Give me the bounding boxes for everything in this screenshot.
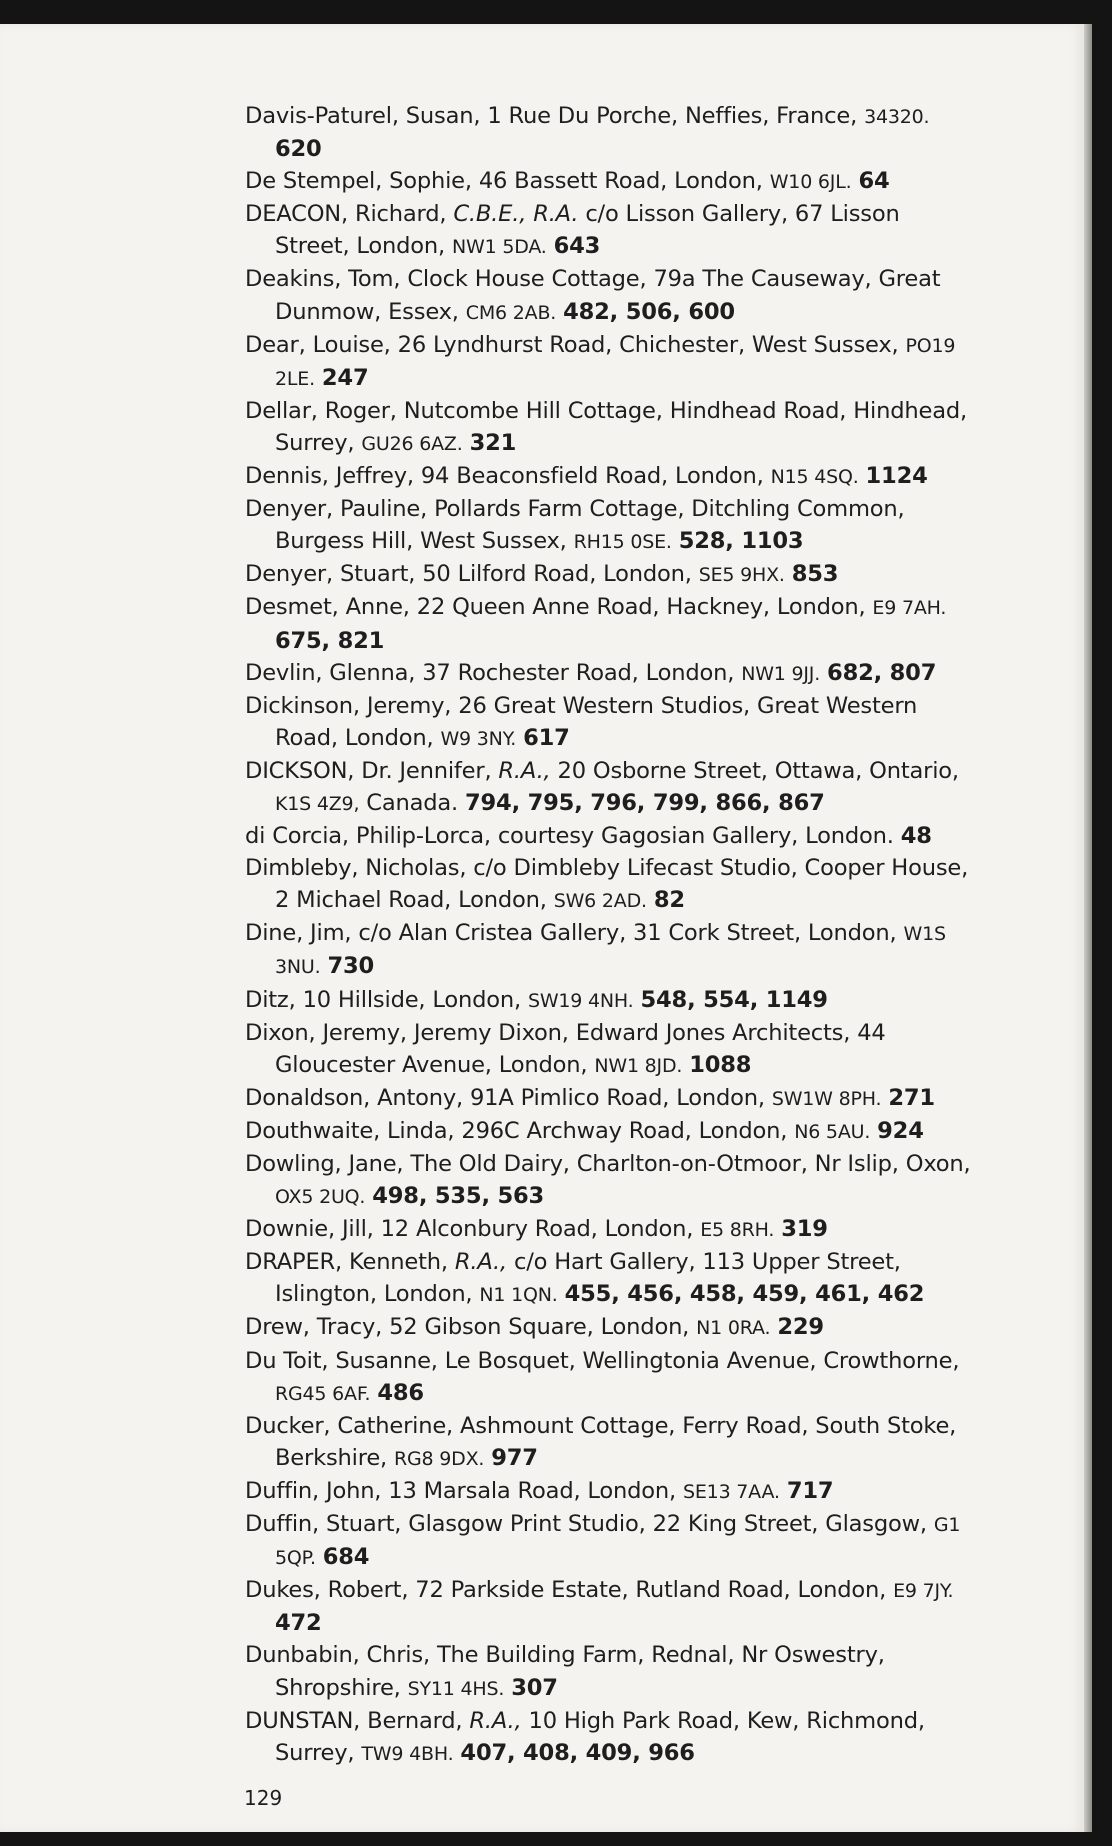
entry-name: Douthwaite, Linda, — [245, 1117, 455, 1144]
index-entry — [245, 460, 977, 493]
entry-address: 46 Bassett Road, London, — [478, 168, 763, 195]
entry-name: Dowling, Jane, — [245, 1151, 404, 1177]
entry-catalogue-numbers: 82 — [653, 887, 685, 914]
entry-address: 13 Marsala Road, London, — [388, 1477, 677, 1504]
index-entry — [245, 657, 977, 690]
entry-name: DEACON, Richard, — [245, 201, 447, 228]
entry-honours: R.A., — [454, 1249, 507, 1276]
entry-postcode: N1 1QN. — [479, 1284, 558, 1307]
entry-address: 10 Hillside, London, — [302, 986, 521, 1013]
entry-catalogue-numbers: 924 — [877, 1117, 924, 1144]
entry-name: Duffin, John, — [245, 1477, 382, 1504]
index-entry — [245, 1082, 977, 1115]
entry-catalogue-numbers: 64 — [858, 168, 890, 195]
entry-catalogue-numbers: 472 — [275, 1610, 322, 1637]
entry-address: c/o Lisson Gallery, 67 Lisson Street, London, — [275, 201, 900, 260]
entry-address: c/o Alan Cristea Gallery, 31 Cork Street, London, — [358, 920, 897, 947]
entry-postcode: K1S 4Z9, — [275, 792, 360, 815]
entry-address: 37 Rochester Road, London, — [422, 659, 735, 686]
entry-name: Donaldson, Antony, — [245, 1084, 464, 1111]
index-entry — [245, 917, 977, 983]
entry-name: Drew, Tracy, — [245, 1314, 383, 1341]
entry-postcode: SY11 4HS. — [407, 1677, 505, 1700]
index-entry — [245, 1115, 977, 1148]
entry-address: The Building Farm, Rednal, Nr Oswestry, Shropshire, — [275, 1642, 885, 1701]
entry-postcode: NW1 8JD. — [594, 1054, 683, 1077]
index-entry — [245, 263, 977, 328]
entry-postcode: OX5 2UQ. — [275, 1186, 366, 1209]
entry-postcode: W10 6JL. — [769, 171, 852, 194]
entry-postcode: TW9 4BH. — [361, 1742, 454, 1765]
index-entry — [245, 1213, 977, 1246]
entry-address: 22 Queen Anne Road, Hackney, London, — [416, 594, 866, 621]
entry-name: Davis-Paturel, Susan, — [245, 103, 481, 129]
entry-address: 72 Parkside Estate, Rutland Road, London, — [415, 1577, 887, 1604]
entry-name: Dine, Jim, — [245, 920, 352, 947]
entry-address: c/o Hart Gallery, 113 Upper Street, Islington, London, — [275, 1249, 901, 1308]
entry-postcode: SW1W 8PH. — [771, 1087, 882, 1110]
entry-address: 26 Great Western Studios, Great Western Road, London, — [275, 692, 918, 751]
entry-catalogue-numbers: 482, 506, 600 — [563, 298, 735, 325]
entry-name: Dellar, Roger, — [245, 397, 397, 424]
index-entry — [245, 1508, 977, 1574]
index-entry — [245, 1475, 977, 1508]
page-edge — [1084, 24, 1092, 1832]
index-entry — [245, 1246, 977, 1311]
entry-catalogue-numbers: 319 — [781, 1216, 828, 1243]
entry-address: Le Bosquet, Wellingtonia Avenue, Crowthorne, — [444, 1347, 960, 1374]
index-entries — [245, 100, 977, 1770]
index-entry — [245, 591, 977, 656]
entry-catalogue-numbers: 486 — [377, 1379, 424, 1406]
entry-postcode: SW6 2AD. — [553, 890, 647, 913]
entry-postcode: RG45 6AF. — [275, 1382, 371, 1405]
index-entry — [245, 820, 977, 852]
entry-catalogue-numbers: 229 — [777, 1314, 824, 1341]
entry-postcode: SE5 9HX. — [698, 564, 785, 587]
entry-name: Devlin, Glenna, — [245, 659, 416, 686]
entry-address: 10 High Park Road, Kew, Richmond, Surrey, — [275, 1707, 925, 1766]
index-entry — [245, 558, 977, 591]
entry-catalogue-numbers: 498, 535, 563 — [372, 1183, 545, 1210]
index-entry — [245, 984, 977, 1017]
entry-postcode: W9 3NY. — [440, 727, 517, 750]
entry-catalogue-numbers: 977 — [491, 1444, 538, 1471]
entry-catalogue-numbers: 548, 554, 1149 — [640, 986, 828, 1013]
entry-honours: R.A., — [469, 1707, 522, 1734]
entry-address: c/o Dimbleby Lifecast Studio, Cooper House, 2 Michael Road, London, — [275, 855, 969, 914]
page-number: 129 — [244, 1786, 283, 1810]
index-entry — [245, 1017, 977, 1082]
entry-catalogue-numbers: 617 — [523, 724, 570, 751]
entry-catalogue-numbers: 730 — [327, 953, 374, 980]
entry-postcode: GU26 6AZ. — [361, 432, 463, 455]
entry-name: Denyer, Stuart, — [245, 561, 416, 588]
entry-catalogue-numbers: 407, 408, 409, 966 — [460, 1739, 695, 1766]
entry-catalogue-numbers: 1124 — [865, 463, 928, 490]
index-entry — [245, 395, 977, 460]
entry-catalogue-numbers: 1088 — [689, 1051, 752, 1078]
entry-address: 20 Osborne Street, Ottawa, Ontario, — [557, 757, 959, 784]
index-entry — [245, 1639, 977, 1704]
entry-address: Pollards Farm Cottage, Ditchling Common, Burgess Hill, West Sussex, — [275, 496, 905, 555]
entry-address-continued: Canada. — [366, 789, 459, 816]
entry-name: Dixon, Jeremy, — [245, 1019, 407, 1046]
entry-address: 94 Beaconsfield Road, London, — [420, 463, 764, 490]
entry-catalogue-numbers: 528, 1103 — [678, 528, 804, 555]
entry-postcode: E5 8RH. — [700, 1219, 775, 1242]
entry-address: 50 Lilford Road, London, — [422, 561, 692, 588]
entry-address: Glasgow Print Studio, 22 King Street, Glasgow, — [408, 1511, 927, 1538]
entry-postcode: N6 5AU. — [794, 1120, 871, 1143]
entry-address: Ashmount Cottage, Ferry Road, South Stoke, Berkshire, — [275, 1412, 957, 1471]
entry-catalogue-numbers: 620 — [275, 136, 322, 163]
entry-name: DICKSON, Dr. Jennifer, — [245, 757, 492, 784]
entry-name: Denyer, Pauline, — [245, 496, 428, 523]
entry-name: Dukes, Robert, — [245, 1577, 409, 1604]
entry-name: Ducker, Catherine, — [245, 1412, 454, 1439]
index-entry — [245, 1410, 977, 1475]
entry-postcode: N15 4SQ. — [770, 466, 859, 489]
entry-name: Du Toit, Susanne, — [245, 1347, 438, 1374]
entry-catalogue-numbers: 853 — [791, 561, 839, 588]
entry-name: Duffin, Stuart, — [245, 1511, 402, 1538]
entry-catalogue-numbers: 684 — [322, 1544, 370, 1571]
entry-address: The Old Dairy, Charlton-on-Otmoor, Nr Islip, Oxon, — [410, 1151, 971, 1177]
entry-name: Ditz, — [245, 986, 296, 1013]
entry-catalogue-numbers: 307 — [511, 1674, 558, 1701]
entry-postcode: W1S 3NU. — [275, 923, 946, 979]
entry-address: Jeremy Dixon, Edward Jones Architects, 44 Gloucester Avenue, London, — [275, 1019, 886, 1078]
entry-catalogue-numbers: 247 — [321, 364, 369, 391]
entry-postcode: N1 0RA. — [696, 1317, 771, 1340]
entry-postcode: SW19 4NH. — [527, 989, 634, 1012]
entry-catalogue-numbers: 675, 821 — [275, 627, 385, 654]
index-entry — [245, 1148, 977, 1213]
entry-name: di Corcia, Philip-Lorca, — [245, 823, 491, 850]
entry-catalogue-numbers: 717 — [786, 1477, 834, 1504]
entry-address: 91A Pimlico Road, London, — [470, 1084, 765, 1111]
entry-postcode: 34320. — [864, 106, 930, 128]
entry-address: Clock House Cottage, 79a The Causeway, Great Dunmow, Essex, — [275, 266, 941, 325]
entry-postcode: E9 7AH. — [872, 597, 947, 620]
entry-address: courtesy Gagosian Gallery, London. — [497, 823, 894, 850]
entry-postcode: G1 5QP. — [275, 1514, 961, 1570]
index-entry — [245, 1705, 977, 1770]
entry-name: Dunbabin, Chris, — [245, 1642, 430, 1669]
entry-name: Dear, Louise, — [245, 331, 391, 358]
entry-name: Desmet, Anne, — [245, 594, 410, 621]
entry-name: DRAPER, Kenneth, — [245, 1249, 448, 1276]
index-entry — [245, 1311, 977, 1344]
entry-postcode: RH15 0SE. — [573, 531, 672, 554]
entry-catalogue-numbers: 794, 795, 796, 799, 866, 867 — [465, 789, 825, 816]
entry-address: Nutcombe Hill Cottage, Hindhead Road, Hindhead, Surrey, — [275, 397, 967, 456]
entry-honours: C.B.E., R.A. — [453, 201, 579, 228]
entry-name: Downie, Jill, — [245, 1216, 374, 1243]
entry-name: Dimbleby, Nicholas, — [245, 855, 467, 882]
index-entry — [245, 1574, 977, 1639]
entry-catalogue-numbers: 321 — [469, 429, 517, 456]
entry-catalogue-numbers: 455, 456, 458, 459, 461, 462 — [564, 1281, 925, 1308]
index-entry — [245, 329, 977, 395]
entry-name: DUNSTAN, Bernard, — [245, 1707, 463, 1734]
entry-postcode: CM6 2AB. — [465, 301, 557, 324]
index-entry — [245, 198, 977, 263]
entry-postcode: PO19 2LE. — [275, 334, 956, 390]
entry-postcode: NW1 5DA. — [452, 236, 547, 259]
entry-address: 1 Rue Du Porche, Neffies, France, — [487, 103, 858, 129]
entry-postcode: SE13 7AA. — [683, 1480, 780, 1503]
entry-address: 12 Alconbury Road, London, — [380, 1216, 694, 1243]
index-entry — [245, 755, 977, 820]
entry-catalogue-numbers: 682, 807 — [827, 659, 937, 686]
entry-honours: R.A., — [498, 757, 551, 784]
index-entry — [245, 100, 977, 165]
entry-name: Deakins, Tom, — [245, 266, 401, 293]
entry-name: Dennis, Jeffrey, — [245, 463, 414, 490]
index-entry — [245, 690, 977, 755]
index-entry — [245, 493, 977, 558]
entry-postcode: E9 7JY. — [893, 1580, 954, 1603]
entry-catalogue-numbers: 643 — [553, 233, 601, 260]
entry-name: De Stempel, Sophie, — [245, 168, 472, 195]
entry-postcode: NW1 9JJ. — [741, 662, 821, 685]
entry-catalogue-numbers: 48 — [900, 823, 932, 850]
index-entry — [245, 165, 977, 198]
index-entry — [245, 852, 977, 917]
entry-address: 296C Archway Road, London, — [461, 1117, 788, 1144]
entry-address: 52 Gibson Square, London, — [389, 1314, 690, 1341]
index-entry — [245, 1345, 977, 1410]
entry-name: Dickinson, Jeremy, — [245, 692, 452, 719]
entry-address: 26 Lyndhurst Road, Chichester, West Sussex, — [397, 331, 899, 358]
entry-catalogue-numbers: 271 — [888, 1084, 935, 1111]
entry-postcode: RG8 9DX. — [394, 1447, 485, 1470]
